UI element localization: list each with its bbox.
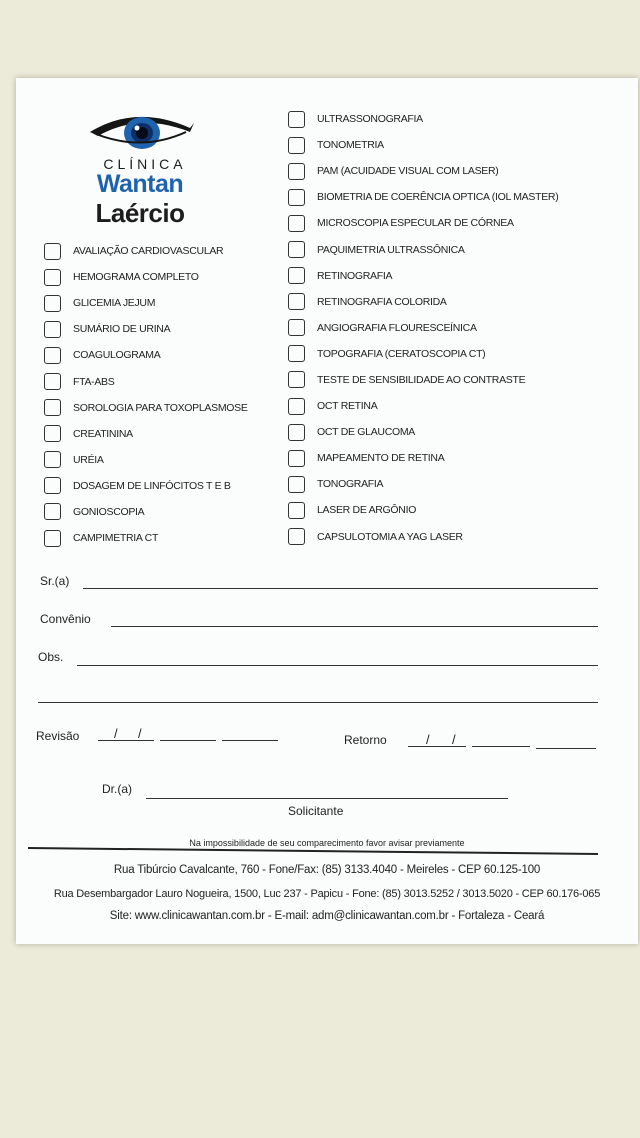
- exam-item[interactable]: [288, 263, 558, 289]
- exam-item[interactable]: [44, 316, 248, 342]
- exam-label: TESTE DE SENSIBILIDADE AO CONTRASTE: [317, 373, 526, 386]
- site-email-line: Site: www.clinicawantan.com.br - E-mail: adm@clinicawantan.com.br - Fortaleza - Ceará: [109, 910, 545, 922]
- exam-label: FTA-ABS: [73, 375, 115, 388]
- exam-item[interactable]: [288, 132, 558, 158]
- exam-checkbox[interactable]: [44, 295, 61, 312]
- exam-item[interactable]: [288, 210, 558, 236]
- exam-request-form: [16, 78, 638, 944]
- exam-item[interactable]: [44, 264, 248, 290]
- exam-checkbox[interactable]: [44, 425, 61, 442]
- exam-checkbox[interactable]: [288, 476, 305, 493]
- exam-checkbox[interactable]: [288, 345, 305, 362]
- exam-item[interactable]: [44, 447, 248, 473]
- exam-item[interactable]: [288, 367, 558, 393]
- exam-label: COAGULOGRAMA: [73, 349, 161, 362]
- address-line-1: Rua Tibúrcio Cavalcante, 760 - Fone/Fax: (85) 3133.4040 - Meireles - CEP 60.125-100: [113, 864, 541, 876]
- exam-item[interactable]: [288, 497, 558, 523]
- exam-label: PAQUIMETRIA ULTRASSÔNICA: [317, 243, 465, 256]
- exam-item[interactable]: [44, 290, 248, 316]
- exam-label: TOPOGRAFIA (CERATOSCOPIA CT): [317, 347, 486, 360]
- exam-label: RETINOGRAFIA: [317, 269, 393, 282]
- return-label: Retorno: [344, 733, 387, 747]
- exam-item[interactable]: [44, 342, 248, 368]
- exam-checkbox[interactable]: [288, 241, 305, 258]
- doctor-label: Dr.(a): [102, 782, 132, 796]
- eye-icon: [86, 106, 198, 154]
- exam-label: LASER DE ARGÔNIO: [317, 504, 417, 517]
- exam-checkbox[interactable]: [288, 319, 305, 336]
- exam-label: TONOMETRIA: [317, 139, 384, 152]
- exam-item[interactable]: [44, 368, 248, 394]
- exam-label: GONIOSCOPIA: [73, 505, 145, 518]
- exam-checkbox[interactable]: [44, 347, 61, 364]
- doctor-field[interactable]: [102, 782, 508, 796]
- exam-label: ULTRASSONOGRAFIA: [317, 113, 423, 126]
- exam-label: SUMÁRIO DE URINA: [73, 323, 171, 336]
- exam-checkbox[interactable]: [44, 373, 61, 390]
- exam-checkbox[interactable]: [288, 398, 305, 415]
- exam-item[interactable]: [44, 395, 248, 421]
- logo-clinica-text: CLÍNICA: [103, 156, 187, 172]
- exam-label: GLICEMIA JEJUM: [73, 297, 156, 310]
- exam-checkbox[interactable]: [288, 502, 305, 519]
- exam-label: AVALIAÇÃO CARDIOVASCULAR: [73, 245, 224, 258]
- revision-slash-2: /: [138, 726, 142, 741]
- exam-label: MICROSCOPIA ESPECULAR DE CÓRNEA: [317, 217, 514, 230]
- exam-checkbox[interactable]: [288, 111, 305, 128]
- exam-item[interactable]: [44, 499, 248, 525]
- footer-divider: [28, 847, 598, 855]
- logo-laercio-text: Laércio: [95, 198, 185, 228]
- notice-text: Na impossibilidade de seu comparecimento favor avisar previamente: [189, 838, 465, 848]
- exam-label: DOSAGEM DE LINFÓCITOS T E B: [73, 479, 231, 492]
- return-slash-1: /: [426, 732, 430, 747]
- exam-checkbox[interactable]: [288, 215, 305, 232]
- return-year-line[interactable]: [536, 748, 596, 749]
- revision-year-line[interactable]: [222, 740, 278, 741]
- exam-label: HEMOGRAMA COMPLETO: [73, 271, 199, 284]
- insurance-line: [111, 626, 598, 627]
- exam-checkbox[interactable]: [288, 528, 305, 545]
- exam-item[interactable]: [44, 421, 248, 447]
- exam-item[interactable]: [44, 525, 248, 551]
- exam-label: OCT RETINA: [317, 400, 378, 413]
- exam-checkbox[interactable]: [44, 269, 61, 286]
- exam-checkbox[interactable]: [44, 243, 61, 260]
- exam-item[interactable]: [288, 419, 558, 445]
- exam-item[interactable]: [288, 471, 558, 497]
- return-month-line[interactable]: [472, 746, 530, 747]
- exam-item[interactable]: [44, 238, 248, 264]
- exam-checkbox[interactable]: [288, 267, 305, 284]
- exam-checkbox[interactable]: [44, 451, 61, 468]
- exam-label: ANGIOGRAFIA FLOURESCEÍNICA: [317, 321, 477, 334]
- exam-item[interactable]: [288, 315, 558, 341]
- exam-label: SOROLOGIA PARA TOXOPLASMOSE: [73, 401, 248, 414]
- exam-checkbox[interactable]: [288, 293, 305, 310]
- exam-label: BIOMETRIA DE COERÊNCIA OPTICA (IOL MASTER): [317, 191, 559, 204]
- exam-item[interactable]: [288, 236, 558, 262]
- notes-label: Obs.: [38, 650, 64, 664]
- revision-day-line[interactable]: [98, 740, 154, 741]
- exam-checkbox[interactable]: [288, 371, 305, 388]
- exam-checklist-right: [288, 106, 558, 550]
- exam-checkbox[interactable]: [44, 503, 61, 520]
- exam-label: URÉIA: [73, 453, 104, 466]
- doctor-line: [146, 798, 508, 799]
- return-day-line[interactable]: [408, 746, 466, 747]
- exam-item[interactable]: [288, 341, 558, 367]
- revision-month-line[interactable]: [160, 740, 216, 741]
- exam-checkbox[interactable]: [288, 163, 305, 180]
- patient-name-label: Sr.(a): [40, 574, 70, 588]
- notes-field[interactable]: [38, 650, 598, 664]
- exam-checkbox[interactable]: [44, 399, 61, 416]
- patient-name-field[interactable]: [40, 574, 598, 588]
- address-line-2: Rua Desembargador Lauro Nogueira, 1500, Luc 237 - Papicu - Fone: (85) 3013.5252 / 3013.5020 - CEP 60.176-065: [53, 888, 601, 900]
- exam-item[interactable]: [288, 524, 558, 550]
- clinic-logo: [80, 106, 220, 236]
- exam-item[interactable]: [288, 393, 558, 419]
- exam-label: PAM (ACUIDADE VISUAL COM LASER): [317, 165, 499, 178]
- notes-line: [77, 665, 598, 666]
- exam-label: MAPEAMENTO DE RETINA: [317, 452, 445, 465]
- insurance-label: Convênio: [40, 612, 91, 626]
- exam-checkbox[interactable]: [44, 530, 61, 547]
- exam-label: OCT DE GLAUCOMA: [317, 426, 415, 439]
- exam-item[interactable]: [44, 473, 248, 499]
- revision-slash-1: /: [114, 726, 118, 741]
- exam-label: RETINOGRAFIA COLORIDA: [317, 295, 447, 308]
- exam-label: CAMPIMETRIA CT: [73, 532, 159, 545]
- patient-name-line: [83, 588, 598, 589]
- exam-item[interactable]: [288, 106, 558, 132]
- exam-item[interactable]: [288, 289, 558, 315]
- exam-item[interactable]: [288, 158, 558, 184]
- exam-item[interactable]: [288, 445, 558, 471]
- exam-label: TONOGRAFIA: [317, 478, 384, 491]
- logo-wantan-text: Wantan: [96, 170, 184, 198]
- exam-checkbox[interactable]: [288, 189, 305, 206]
- exam-label: CREATININA: [73, 427, 133, 440]
- exam-checkbox[interactable]: [288, 450, 305, 467]
- exam-checkbox[interactable]: [288, 424, 305, 441]
- exam-item[interactable]: [288, 184, 558, 210]
- insurance-field[interactable]: [40, 612, 598, 626]
- exam-checkbox[interactable]: [288, 137, 305, 154]
- exam-checkbox[interactable]: [44, 477, 61, 494]
- requester-caption: Solicitante: [288, 804, 344, 818]
- exam-checklist-left: [44, 238, 248, 551]
- revision-label: Revisão: [36, 729, 80, 743]
- exam-checkbox[interactable]: [44, 321, 61, 338]
- notes-line-2[interactable]: [38, 702, 598, 703]
- return-slash-2: /: [452, 732, 456, 747]
- exam-label: CAPSULOTOMIA A YAG LASER: [317, 530, 463, 543]
